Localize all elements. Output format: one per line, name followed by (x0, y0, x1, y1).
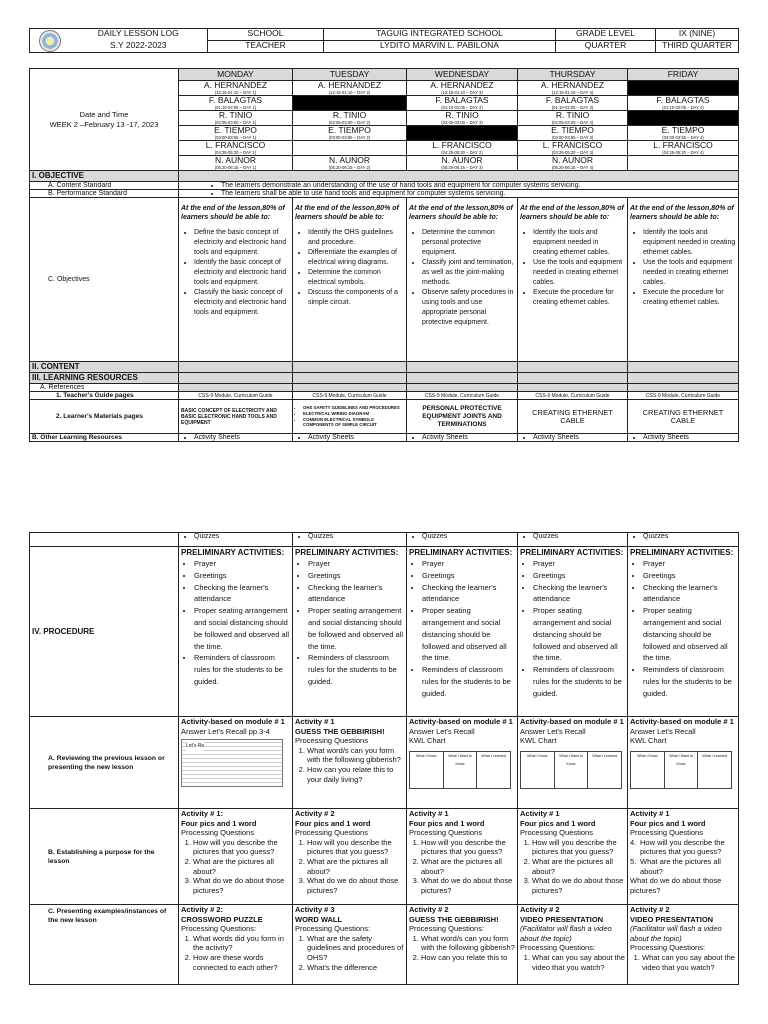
objectives-monday: At the end of the lesson,80% of learners should be able to: • Define the basic concept of electricity and electronic hand tools and equipment. • Identify the basic concept of electricity and electronic hand tools and equipment. • Classify the basic concept of electricity and electronic hand tools and equipment. (179, 198, 293, 362)
schedule-entry: A. HERNANDEZ (12:15-01:10 – DAY 2) (293, 81, 407, 96)
tg-friday: CSS-9 Module, Curriculum Guide (628, 392, 739, 400)
prelim-tuesday: PRELIMINARY ACTIVITIES: • Prayer • Greetings • Checking the learner's attendance • Proper seating arrangement and social distancing should be followed and observed all the time. • Reminders of classroom rules for the students to be guided. (293, 547, 407, 717)
lesson-log-page-1 (29, 68, 739, 442)
content-heading: II. CONTENT (30, 362, 179, 373)
empty-slot (628, 156, 739, 171)
prelim-monday: PRELIMINARY ACTIVITIES: • Prayer • Greetings • Checking the learner's attendance • Proper seating arrangement and social distancing should be followed and observed all the time. • Reminders of classroom rules for the students to be guided. (179, 547, 293, 717)
examples-friday: Activity # 2 VIDEO PRESENTATION (Facilitator will flash a video about the topic) Processing Questions: 1. What can you say about the video that you watch? (628, 905, 739, 985)
day-tuesday: TUESDAY (293, 69, 407, 81)
purpose-wednesday: Activity # 1 Four pics and 1 word Processing Questions 1. How will you describe the pictures that you guess? 2. What are the pictures all about? 3. What do we do about those pictures? (407, 809, 518, 905)
review-thursday: Activity-based on module # 1 Answer Let's Recall KWL Chart What I Know What I Want to Know What I Learned (518, 717, 628, 809)
lm-tuesday: • OHS SAFETY GUIDELINES AND PROCEDURES • ELECTRICAL WIRING DIAGRAM • COMMON ELECTRICAL SYMBOLS COMPONENTS OF SIMPLE CIRCUIT (293, 400, 407, 434)
other-tuesday: • Activity Sheets (293, 434, 407, 442)
references-label: A. References (30, 384, 179, 392)
day-monday: MONDAY (179, 69, 293, 81)
quizzes-tuesday: • Quizzes (293, 533, 407, 547)
blocked-slot (628, 81, 739, 96)
tg-wednesday: CSS-9 Module, Curriculum Guide (407, 392, 518, 400)
objectives-thursday: At the end of the lesson,80% of learners should be able to: • Identify the tools and equipment needed in creating ethernet cables. • Use the tools and equipment needed in creating ethernet cables. • Execute the procedure for creating ethernet cables. (518, 198, 628, 362)
date-time-cell (30, 69, 179, 171)
other-thursday: • Activity Sheets (518, 434, 628, 442)
review-monday: Activity-based on module # 1 Answer Let's Recall pp.3-4 Let's Re (179, 717, 293, 809)
schedule-entry: N. AUNOR (05:20-06:15 – DAY 3) (407, 156, 518, 171)
performance-standard: • The learners shall be able to use hand tools and equipment for computer systems servicing. (179, 190, 739, 198)
other-wednesday: • Activity Sheets (407, 434, 518, 442)
schedule-entry: R. TINIO (02:05-03:00 – DAY 4) (518, 111, 628, 126)
schedule-entry: E. TIEMPO (03:00-03:55 – DAY 1) (179, 126, 293, 141)
objectives-tuesday: At the end of the lesson,80% of learners should be able to: • Identify the OHS guidelines and procedure. • Differentiate the examples of electrical wiring diagrams. • Determine the common electrical symbols. • Discuss the components of a simple circuit. (293, 198, 407, 362)
examples-tuesday: Activity # 3 WORD WALL Processing Questions: 1. What are the safety guidelines and procedures of OHS? 2. What's the difference (293, 905, 407, 985)
purpose-monday: Activity # 1: Four pics and 1 word Processing Questions 1. How will you describe the pictures that you guess? 2. What are the pictures all about? 3. What do we do about those pictures? (179, 809, 293, 905)
schedule-entry: L. FRANCISCO (04:25-05:20 – DAY 3) (518, 141, 628, 156)
schedule-entry: F. BALAGTAS (01:10-02:05 – DAY 1) (179, 96, 293, 111)
prelim-wednesday: PRELIMINARY ACTIVITIES: • Prayer • Greetings • Checking the learner's attendance • Proper seating arrangement and social distancing should be followed and observed all the time. • Reminders of classroom rules for the students to be guided. (407, 547, 518, 717)
module-thumbnail: Let's Re (181, 739, 283, 787)
schedule-entry: A. HERNANDEZ (12:15-01:10 – DAY 1) (179, 81, 293, 96)
kwl-chart: What I Know What I Want to Know What I Learned (520, 751, 622, 789)
blocked-slot (293, 96, 407, 111)
examples-monday: Activity # 2: CROSSWORD PUZZLE Processing Questions: 1. What words did you form in the activity? 2. How are these words connected to each other? (179, 905, 293, 985)
content-standard: • The learners demonstrate an understanding of the use of hand tools and equipment for computer systems servicing. (179, 182, 739, 190)
objective-heading: I. OBJECTIVE (30, 171, 179, 182)
other-friday: • Activity Sheets (628, 434, 739, 442)
schedule-entry: N. AUNOR (05:20-06:15 – DAY 1) (179, 156, 293, 171)
objectives-label: C. Objectives (30, 198, 179, 362)
tg-monday: CSS-9 Module, Curriculum Guide (179, 392, 293, 400)
tg-tuesday: CSS-9 Module, Curriculum Guide (293, 392, 407, 400)
day-thursday: THURSDAY (518, 69, 628, 81)
lm-friday: CREATING ETHERNET CABLE (628, 400, 739, 434)
other-resources-label: B. Other Learning Resources (30, 434, 179, 442)
blocked-slot (628, 111, 739, 126)
day-friday: FRIDAY (628, 69, 739, 81)
schedule-entry: F. BALAGTAS (01:10-02:05 – DAY 3) (518, 96, 628, 111)
grade-value: IX (NINE) (656, 29, 739, 41)
purpose-tuesday: Activity # 2 Four pics and 1 word Processing Questions 1. How will you describe the pictures that you guess? 2. What are the pictures all about? 3. What do we do about those pictures? (293, 809, 407, 905)
school-label: SCHOOL (208, 29, 324, 41)
tg-thursday: CSS-9 Module, Curriculum Guide (518, 392, 628, 400)
schedule-entry: N. AUNOR (05:20-06:15 – DAY 4) (518, 156, 628, 171)
school-logo-cell (30, 29, 70, 53)
schedule-entry: N. AUNOR (05:20-06:15 – DAY 2) (293, 156, 407, 171)
purpose-friday: Activity # 1 Four pics and 1 word Processing Questions 4. How will you describe the pictures that you guess? 5. What are the pictures all about? What do we do about those pictures? (628, 809, 739, 905)
other-monday: • Activity Sheets (179, 434, 293, 442)
teachers-guide-label: 1. Teacher's Guide pages (30, 392, 179, 400)
review-wednesday: Activity-based on module # 1 Answer Let's Recall KWL Chart What I Know What I Want to Know What I Learned (407, 717, 518, 809)
examples-thursday: Activity # 2 VIDEO PRESENTATION (Facilitator will flash a video about the topic) Processing Questions: 1. What can you say about the video that you watch? (518, 905, 628, 985)
day-wednesday: WEDNESDAY (407, 69, 518, 81)
date-time-label: Date and Time (79, 109, 129, 119)
learners-materials-label: 2. Learner's Materials pages (30, 400, 179, 434)
grade-label: GRADE LEVEL (556, 29, 656, 41)
schedule-entry: F. BALAGTAS (01:10-02:05 – DAY 4) (628, 96, 739, 111)
resources-heading: III. LEARNING RESOURCES (30, 373, 179, 384)
purpose-thursday: Activity # 1 Four pics and 1 word Processing Questions 1. How will you describe the pictures that you guess? 2. What are the pictures all about? 3. What do we do about those pictures? (518, 809, 628, 905)
quizzes-wednesday: • Quizzes (407, 533, 518, 547)
schedule-entry: R. TINIO (02:05-03:00 – DAY 1) (179, 111, 293, 126)
purpose-label: B. Establishing a purpose for the lesson (30, 809, 179, 905)
procedure-label: IV. PROCEDURE (30, 547, 179, 717)
lm-wednesday: PERSONAL PROTECTIVE EQUIPMENT JOINTS AND TERMINATIONS (407, 400, 518, 434)
week-label: WEEK 2 –February 13 -17, 2023 (49, 119, 159, 129)
schedule-entry: E. TIEMPO (03:00-03:55 – DAY 4) (628, 126, 739, 141)
schedule-entry: R. TINIO (02:05-03:00 – DAY 2) (293, 111, 407, 126)
schedule-entry: R. TINIO (02:05-03:00 – DAY 3) (407, 111, 518, 126)
examples-wednesday: Activity # 2 GUESS THE GEBBIRISH! Processing Questions: 1. What word/s can you form with the following gibberish? 2. How can you relate this to (407, 905, 518, 985)
quarter-label: QUARTER (556, 41, 656, 53)
school-year: S.Y 2022-2023 (70, 41, 208, 53)
review-friday: Activity-based on module # 1 Answer Let's Recall KWL Chart What I Know What I Want to Know What I Learned (628, 717, 739, 809)
prelim-thursday: PRELIMINARY ACTIVITIES: • Prayer • Greetings • Checking the learner's attendance • Proper seating arrangement and social distancing should be followed and observed all the time. • Reminders of classroom rules for the students to be guided. (518, 547, 628, 717)
schedule-entry: E. TIEMPO (03:00-03:55 – DAY 3) (518, 126, 628, 141)
schedule-entry: A. HERNANDEZ (12:15-01:10 – DAY 4) (518, 81, 628, 96)
teacher-label: TEACHER (208, 41, 324, 53)
school-value: TAGUIG INTEGRATED SCHOOL (324, 29, 556, 41)
school-seal-icon (39, 30, 61, 52)
empty-slot (293, 141, 407, 156)
header-table (29, 28, 739, 53)
schedule-entry: L. FRANCISCO (04:25-05:20 – DAY 4) (628, 141, 739, 156)
schedule-entry: A. HERNANDEZ (12:15-01:10 – DAY 3) (407, 81, 518, 96)
review-tuesday: Activity # 1 GUESS THE GEBBIRISH! Processing Questions 1. What word/s can you form with the following gibberish? 2. How can you relate this to your daily living? (293, 717, 407, 809)
quizzes-monday: • Quizzes (179, 533, 293, 547)
quizzes-thursday: • Quizzes (518, 533, 628, 547)
quizzes-friday: • Quizzes (628, 533, 739, 547)
quarter-value: THIRD QUARTER (656, 41, 739, 53)
log-title: DAILY LESSON LOG (70, 29, 208, 41)
prelim-friday: PRELIMINARY ACTIVITIES: • Prayer • Greetings • Checking the learner's attendance • Proper seating arrangement and social distancing should be followed and observed all the time. • Reminders of classroom rules for the students to be guided. (628, 547, 739, 717)
kwl-chart: What I Know What I Want to Know What I Learned (409, 751, 511, 789)
lm-monday: BASIC CONCEPT OF ELECTRICITY AND BASIC ELECTRONIC HAND TOOLS AND EQUIPMENT (179, 400, 293, 434)
schedule-entry: F. BALAGTAS (01:10-02:05 – DAY 2) (407, 96, 518, 111)
objective-heading-fill (179, 171, 739, 182)
objectives-friday: At the end of the lesson,80% of learners should be able to: • Identify the tools and equipment needed in creating ethernet cables. • Use the tools and equipment needed in creating ethernet cables. • Execute the procedure for creating ethernet cables. (628, 198, 739, 362)
schedule-entry: L. FRANCISCO (04:25-05:20 – DAY 2) (407, 141, 518, 156)
lesson-log-page-2 (29, 532, 739, 985)
review-lesson-label: A. Reviewing the previous lesson or presenting the new lesson (30, 717, 179, 809)
content-standard-label: A. Content Standard (30, 182, 179, 190)
teacher-value: LYDITO MARVIN L. PABILONA (324, 41, 556, 53)
performance-standard-label: B. Performance Standard (30, 190, 179, 198)
schedule-entry: L. FRANCISCO (04:25-05:20 – DAY 1) (179, 141, 293, 156)
kwl-chart: What I Know What I Want to Know What I Learned (630, 751, 732, 789)
blocked-slot (407, 126, 518, 141)
schedule-entry: E. TIEMPO (03:00-03:55 – DAY 2) (293, 126, 407, 141)
examples-label: C. Presenting examples/instances of the new lesson (30, 905, 179, 985)
objectives-wednesday: At the end of the lesson,80% of learners should be able to: • Determine the common personal protective equipment. • Classify joint and termination, as well as the joint-making methods. • Observe safety procedures in using tools and use appropriate personal protective equipment. (407, 198, 518, 362)
lm-thursday: CREATING ETHERNET CABLE (518, 400, 628, 434)
